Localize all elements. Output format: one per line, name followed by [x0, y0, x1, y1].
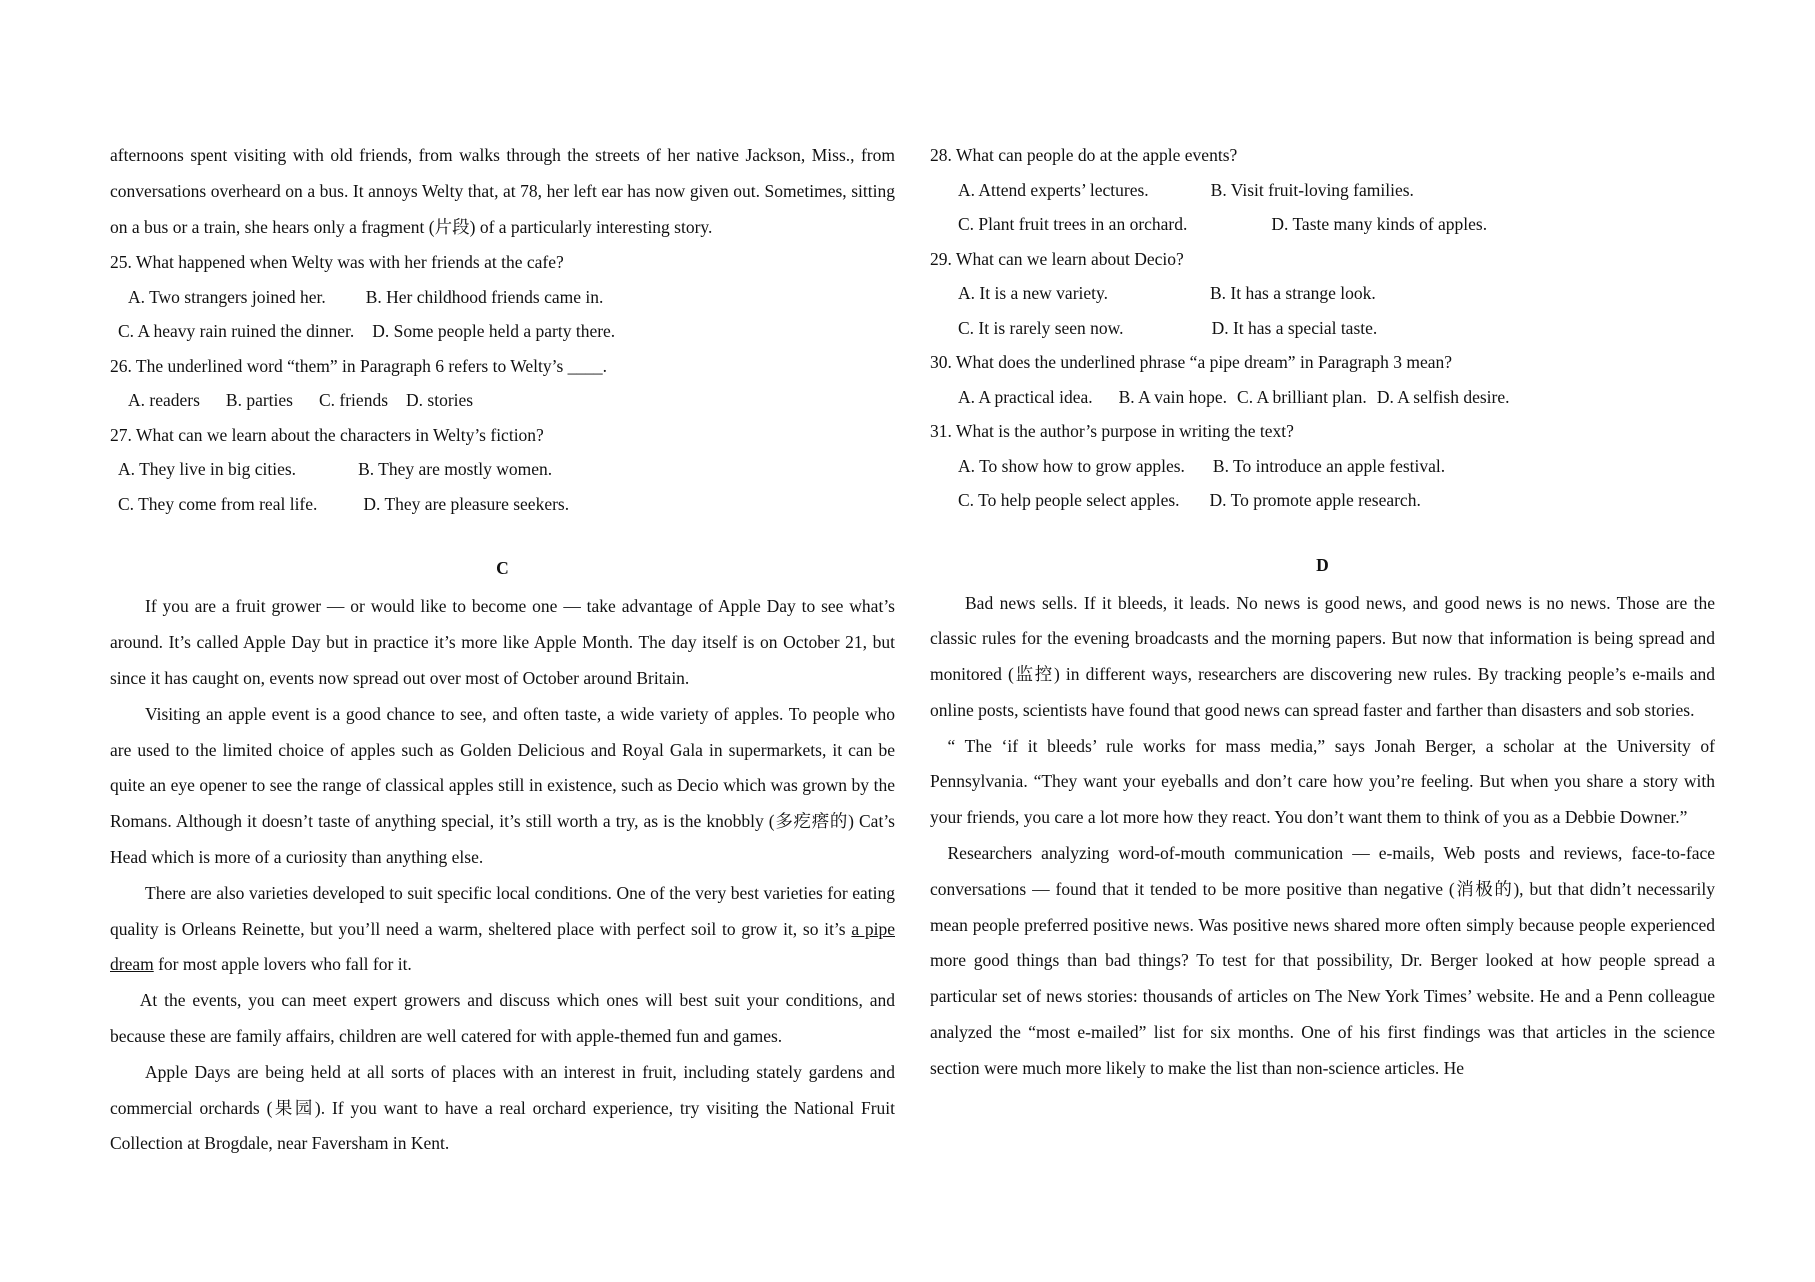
underlined-phrase: a pipe dream: [110, 918, 895, 975]
option-d[interactable]: D. stories: [406, 390, 474, 411]
question-30: [930, 345, 1715, 414]
passage-b-continuation: afternoons spent visiting with old friends, from walks through the streets of her native Jackson, Miss., from conversations overheard on a bus. It annoys Welty that, at 78, her left ear has now given out. Sometimes, sitting on a bus or a train, she hears only a fragment (片段) of a particularly interesting story.: [110, 145, 895, 237]
options-row: [110, 383, 895, 418]
option-d[interactable]: D. To promote apple research.: [1209, 490, 1421, 510]
question-27: [110, 418, 895, 522]
section-heading-d: D: [1316, 554, 1329, 575]
option-d[interactable]: D. Some people held a party there.: [372, 321, 616, 342]
question-stem: 27. What can we learn about the characters in Welty’s fiction?: [110, 424, 544, 445]
passage-d-paragraph-1: Bad news sells. If it bleeds, it leads. No news is good news, and good news is no news. Those are the classic rules for the evening broadcasts and the morning papers. But now that information is being spread and monitored (监控) in different ways, researchers are discovering new rules. By tracking people’s e-mails and online posts, scientists have found that good news can spread faster and farther than disasters and sob stories.: [930, 592, 1715, 720]
option-d[interactable]: D. Taste many kinds of apples.: [1271, 214, 1488, 234]
right-column: [930, 138, 1715, 1087]
question-stem: 28. What can people do at the apple events?: [930, 145, 1238, 165]
option-a[interactable]: A. Attend experts’ lectures.: [958, 179, 1149, 200]
options-row: [110, 314, 895, 349]
options-row: [110, 487, 895, 522]
option-a[interactable]: A. A practical idea.: [958, 386, 1093, 407]
option-c[interactable]: C. They come from real life.: [118, 493, 318, 514]
question-stem: 30. What does the underlined phrase “a pipe dream” in Paragraph 3 mean?: [930, 352, 1453, 372]
option-a[interactable]: A. It is a new variety.: [958, 283, 1108, 303]
option-d[interactable]: D. A selfish desire.: [1376, 386, 1510, 407]
passage-d-paragraph-3: Researchers analyzing word-of-mouth communication — e-mails, Web posts and reviews, face-to-face conversations — found that it tended to be more positive than negative (消极的), but that didn’t necessarily mean people preferred positive news. Was positive news shared more often simply because people experienced more good things than bad things? To test for that possibility, Dr. Berger looked at how people spread a particular set of news stories: thousands of articles on The New York Times’ website. He and a Penn colleague analyzed the “most e-mailed” list for six months. One of his first findings was that articles in the science section were much more likely to make the list than non-science articles. He: [930, 843, 1715, 1078]
option-a[interactable]: A. They live in big cities.: [118, 459, 297, 480]
options-row: [930, 173, 1715, 208]
option-a[interactable]: A. readers: [128, 390, 200, 411]
option-b[interactable]: B. A vain hope.: [1118, 386, 1228, 407]
passage-c-paragraph-5: Apple Days are being held at all sorts of places with an interest in fruit, including stately gardens and commercial orchards (果园). If you want to have a real orchard experience, try visiting the National Fruit Collection at Brogdale, near Faversham in Kent.: [110, 1061, 895, 1154]
option-b[interactable]: B. They are mostly women.: [358, 459, 553, 480]
option-c[interactable]: C. Plant fruit trees in an orchard.: [958, 214, 1188, 234]
option-c[interactable]: C. To help people select apples.: [958, 490, 1180, 510]
left-column: [110, 138, 895, 1162]
option-c[interactable]: C. A heavy rain ruined the dinner.: [118, 321, 355, 342]
option-b[interactable]: B. To introduce an apple festival.: [1212, 455, 1446, 476]
paragraph-text: for most apple lovers who fall for it.: [153, 954, 412, 975]
question-25: [110, 245, 895, 349]
options-row: [930, 449, 1715, 484]
option-b[interactable]: B. It has a strange look.: [1210, 283, 1376, 303]
options-row: [110, 452, 895, 487]
options-row: [110, 280, 895, 315]
option-b[interactable]: B. Visit fruit-loving families.: [1210, 179, 1414, 200]
option-d[interactable]: D. They are pleasure seekers.: [363, 493, 570, 514]
question-26: [110, 349, 895, 418]
option-b[interactable]: B. Her childhood friends came in.: [365, 286, 604, 307]
option-c[interactable]: C. A brilliant plan.: [1237, 386, 1367, 407]
options-row: [930, 276, 1715, 311]
option-a[interactable]: A. Two strangers joined her.: [128, 286, 326, 307]
passage-d-paragraph-2: “ The ‘if it bleeds’ rule works for mass media,” says Jonah Berger, a scholar at the University of Pennsylvania. “They want your eyeballs and don’t care how you’re feeling. But when you share a story with your friends, you care a lot more how they react. You don’t want them to think of you as a Debbie Downer.”: [930, 735, 1715, 828]
question-stem: 29. What can we learn about Decio?: [930, 248, 1184, 269]
passage-c-paragraph-3: [110, 876, 895, 983]
question-stem: 26. The underlined word “them” in Paragraph 6 refers to Welty’s ____.: [110, 355, 608, 376]
question-29: [930, 242, 1715, 346]
question-28: [930, 138, 1715, 242]
question-stem: 25. What happened when Welty was with her friends at the cafe?: [110, 252, 564, 273]
option-c[interactable]: C. friends: [318, 390, 389, 411]
options-row: [930, 380, 1715, 415]
option-d[interactable]: D. It has a special taste.: [1211, 317, 1378, 338]
passage-c-paragraph-4: At the events, you can meet expert growers and discuss which ones will best suit your conditions, and because these are family affairs, children are well catered for with apple-themed fun and games.: [110, 990, 895, 1046]
paragraph-text: There are also varieties developed to suit specific local conditions. One of the very best varieties for eating quality is Orleans Reinette, but you’ll need a warm, sheltered place with perfect soil to grow it, so it’s: [110, 882, 895, 939]
passage-c-paragraph-1: If you are a fruit grower — or would like to become one — take advantage of Apple Day to see what’s around. It’s called Apple Day but in practice it’s more like Apple Month. The day itself is on October 21, but since it has caught on, events now spread out over most of October around Britain.: [110, 596, 895, 688]
section-heading-c: C: [496, 558, 509, 579]
options-row: [930, 207, 1715, 242]
question-stem: 31. What is the author’s purpose in writing the text?: [930, 421, 1294, 441]
options-row: [930, 311, 1715, 346]
options-row: [930, 483, 1715, 518]
question-31: [930, 414, 1715, 518]
option-b[interactable]: B. parties: [225, 390, 293, 411]
option-c[interactable]: C. It is rarely seen now.: [958, 317, 1124, 338]
passage-c-paragraph-2: Visiting an apple event is a good chance to see, and often taste, a wide variety of apples. To people who are used to the limited choice of apples such as Golden Delicious and Royal Gala in supermarkets, it can be quite an eye opener to see the range of classical apples still in existence, such as Decio which was grown by the Romans. Although it doesn’t taste of anything special, it’s still worth a try, as is the knobbly (多疙瘩的) Cat’s Head which is more of a curiosity than anything else.: [110, 703, 895, 867]
option-a[interactable]: A. To show how to grow apples.: [958, 455, 1185, 476]
